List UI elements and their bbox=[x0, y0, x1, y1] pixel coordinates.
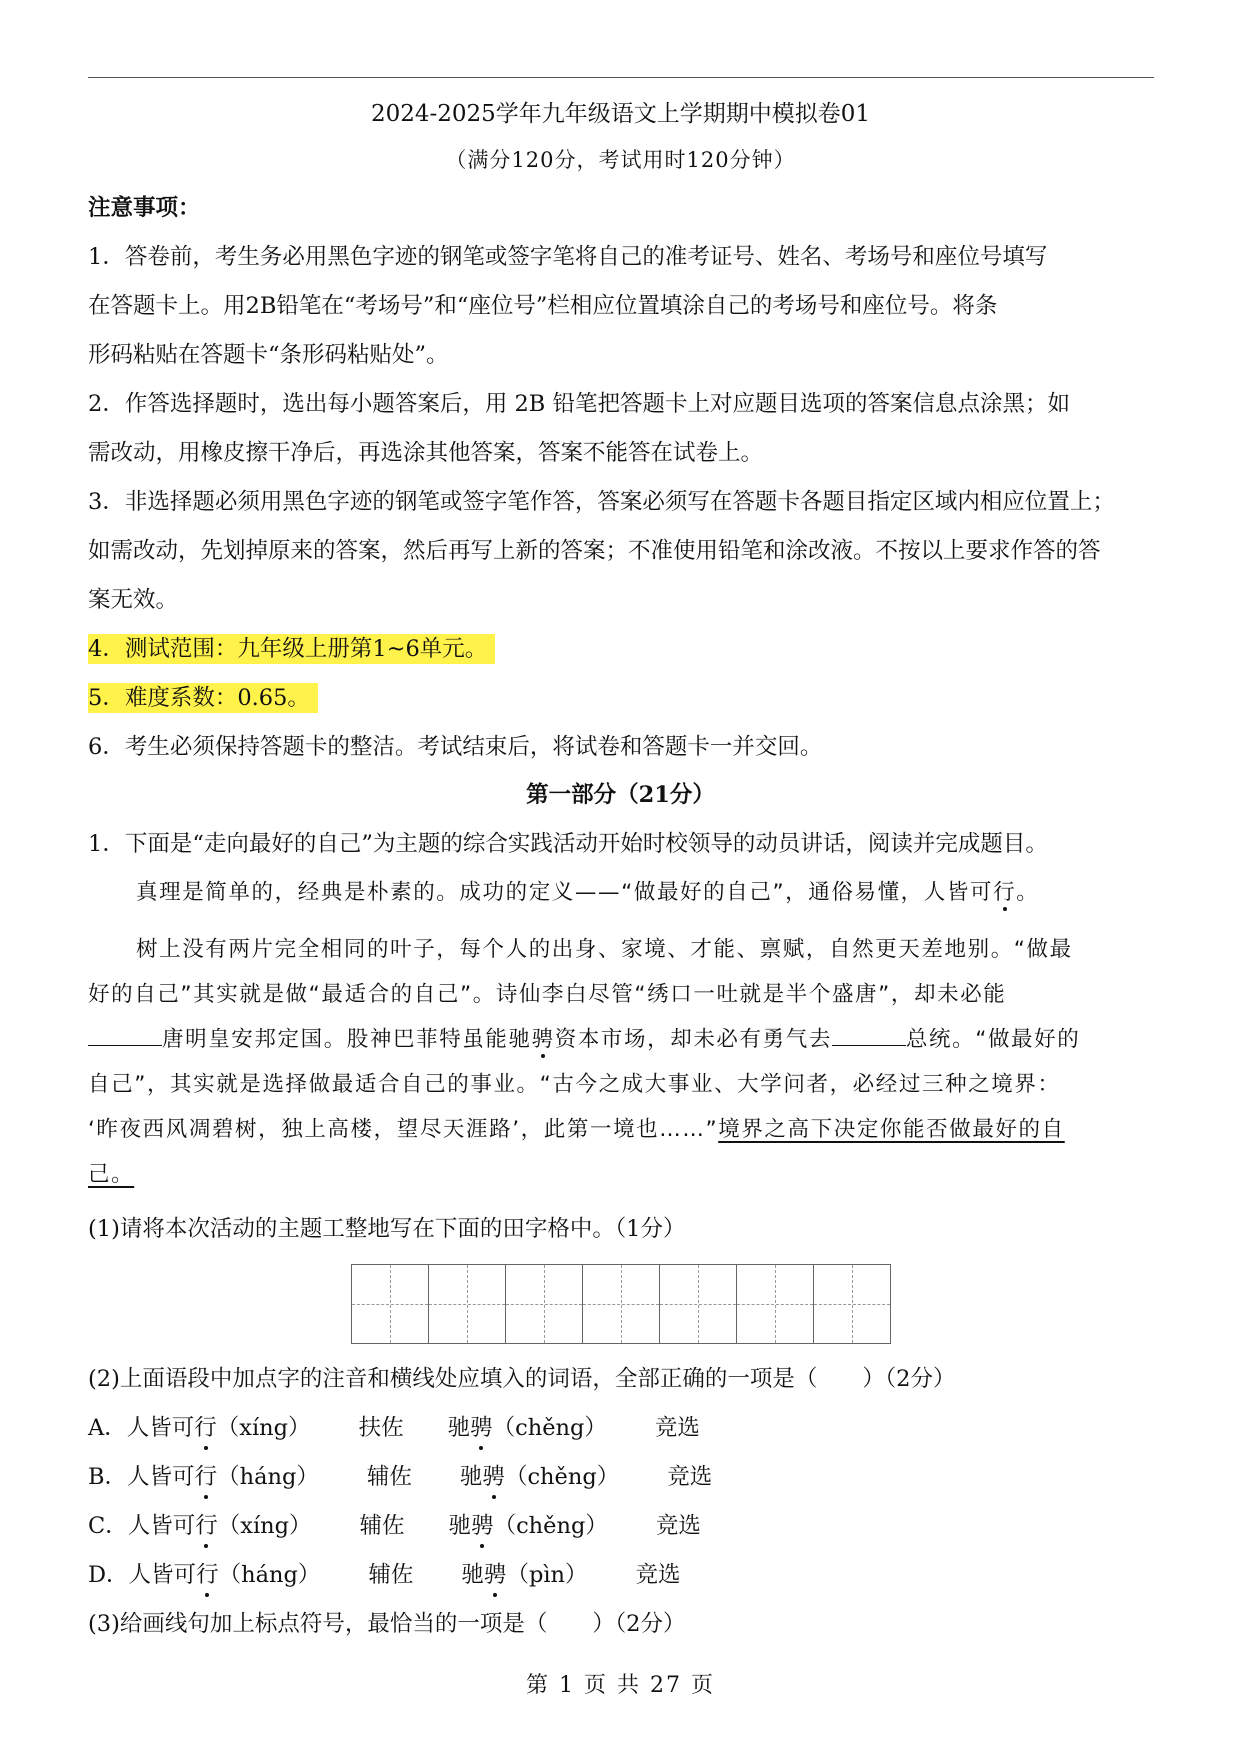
fill-blank bbox=[832, 1025, 906, 1046]
option-b[interactable]: B．人皆可行（háng） 辅佐 驰骋（chěng） 竞选 bbox=[88, 1461, 1158, 1493]
grid-cell[interactable] bbox=[737, 1265, 814, 1343]
dotted-char: 骋 bbox=[484, 1559, 507, 1591]
notice-item-5 bbox=[88, 682, 1158, 714]
dotted-char: 骋 bbox=[471, 1510, 494, 1542]
question-1-intro: 1．下面是“走向最好的自己”为主题的综合实践活动开始时校领导的动员讲话，阅读并完成题目。 bbox=[88, 831, 1048, 857]
passage-para-2-line-3: 唐明皇安邦定国。股神巴菲特虽能驰骋资本市场，却未必有勇气去 总统。“做最好的 bbox=[88, 1024, 1158, 1056]
notice-item-4 bbox=[88, 633, 1158, 665]
tianzi-grid[interactable] bbox=[351, 1264, 891, 1344]
grid-cell[interactable] bbox=[583, 1265, 660, 1343]
passage-para-2-line-2: 好的自己”其实就是做“最适合的自己”。诗仙李白尽管“绣口一吐就是半个盛唐”，却未必能 bbox=[88, 982, 1007, 1007]
top-rule bbox=[88, 77, 1154, 78]
notice-item-1-line-1: 1．答卷前，考生务必用黑色字迹的钢笔或签字笔将自己的准考证号、姓名、考场号和座位号填写 bbox=[88, 244, 1048, 270]
notice-item-2-line-2: 需改动，用橡皮擦干净后，再选涂其他答案，答案不能答在试卷上。 bbox=[88, 440, 764, 466]
dotted-char: 行 bbox=[195, 1510, 218, 1542]
notice-item-3-line-1: 3．非选择题必须用黑色字迹的钢笔或签字笔作答，答案必须写在答题卡各题目指定区域内相应位置上； bbox=[88, 489, 1115, 515]
grid-cell[interactable] bbox=[429, 1265, 506, 1343]
passage-para-2-line-1: 树上没有两片完全相同的叶子，每个人的出身、家境、才能、禀赋，自然更天差地别。“做最 bbox=[136, 937, 1073, 962]
notice-item-3-line-2: 如需改动，先划掉原来的答案，然后再写上新的答案；不准使用铅笔和涂改液。不按以上要求作答的答 bbox=[88, 538, 1101, 564]
notice-item-1-line-2: 在答题卡上。用2B铅笔在“考场号”和“座位号”栏相应位置填涂自己的考场号和座位号。将条 bbox=[88, 293, 998, 319]
notice-item-2-line-1: 2．作答选择题时，选出每小题答案后，用 2B 铅笔把答题卡上对应题目选项的答案信息点涂黑；如 bbox=[88, 391, 1070, 417]
dotted-char: 骋 bbox=[470, 1412, 493, 1444]
exam-title: 2024-2025学年九年级语文上学期期中模拟卷01 bbox=[370, 101, 871, 127]
option-a[interactable]: A．人皆可行（xíng） 扶佐 驰骋（chěng） 竞选 bbox=[88, 1412, 1158, 1444]
notice-heading: 注意事项： bbox=[88, 195, 201, 221]
part1-heading: 第一部分（21分） bbox=[526, 782, 715, 808]
option-c[interactable]: C．人皆可行（xíng） 辅佐 驰骋（chěng） 竞选 bbox=[88, 1510, 1158, 1542]
exam-subtitle: （满分120分，考试用时120分钟） bbox=[445, 148, 796, 172]
dotted-char: 骋 bbox=[531, 1027, 555, 1052]
fill-blank bbox=[88, 1025, 162, 1046]
passage-para-1: 真理是简单的，经典是朴素的。成功的定义——“做最好的自己”，通俗易懂，人皆可行。 bbox=[136, 880, 1040, 905]
dotted-char: 行 bbox=[195, 1461, 218, 1493]
grid-cell[interactable] bbox=[506, 1265, 583, 1343]
passage-para-2-line-4: 自己”，其实就是选择做最适合自己的事业。“古今之成大事业、大学问者，必经过三种之境界： bbox=[88, 1072, 1061, 1097]
dotted-char: 行 bbox=[194, 1412, 217, 1444]
notice-item-3-line-3: 案无效。 bbox=[88, 587, 179, 613]
dotted-char: 行 bbox=[196, 1559, 219, 1591]
sub-question-2: (2)上面语段中加点字的注音和横线处应填入的词语，全部正确的一项是（ ）（2分） bbox=[88, 1366, 956, 1392]
passage-para-2-line-6 bbox=[88, 1159, 1158, 1191]
dotted-char: 骋 bbox=[482, 1461, 505, 1493]
sub-question-3: (3)给画线句加上标点符号，最恰当的一项是（ ）（2分） bbox=[88, 1611, 686, 1637]
underlined-sentence: 境界之高下决定你能否做最好的自 bbox=[718, 1117, 1065, 1142]
dotted-char: 行 bbox=[993, 880, 1017, 905]
option-d[interactable]: D．人皆可行（háng） 辅佐 驰骋（pìn） 竞选 bbox=[88, 1559, 1158, 1591]
page-footer: 第 1 页 共 27 页 bbox=[526, 1673, 715, 1698]
highlighted-text: 5．难度系数：0.65。 bbox=[88, 683, 318, 713]
passage-para-2-line-5: ‘昨夜西风凋碧树，独上高楼，望尽天涯路’，此第一境也……”境界之高下决定你能否做最好的自 bbox=[88, 1117, 1065, 1142]
grid-cell[interactable] bbox=[660, 1265, 737, 1343]
grid-cell[interactable] bbox=[352, 1265, 429, 1343]
sub-question-1: (1)请将本次活动的主题工整地写在下面的田字格中。（1分） bbox=[88, 1216, 686, 1242]
notice-item-1-line-3: 形码粘贴在答题卡“条形码粘贴处”。 bbox=[88, 342, 449, 368]
grid-cell[interactable] bbox=[814, 1265, 890, 1343]
underlined-sentence: 己。 bbox=[88, 1162, 135, 1187]
highlighted-text: 4．测试范围：九年级上册第1~6单元。 bbox=[88, 634, 495, 664]
notice-item-6: 6．考生必须保持答题卡的整洁。考试结束后，将试卷和答题卡一并交回。 bbox=[88, 734, 823, 760]
